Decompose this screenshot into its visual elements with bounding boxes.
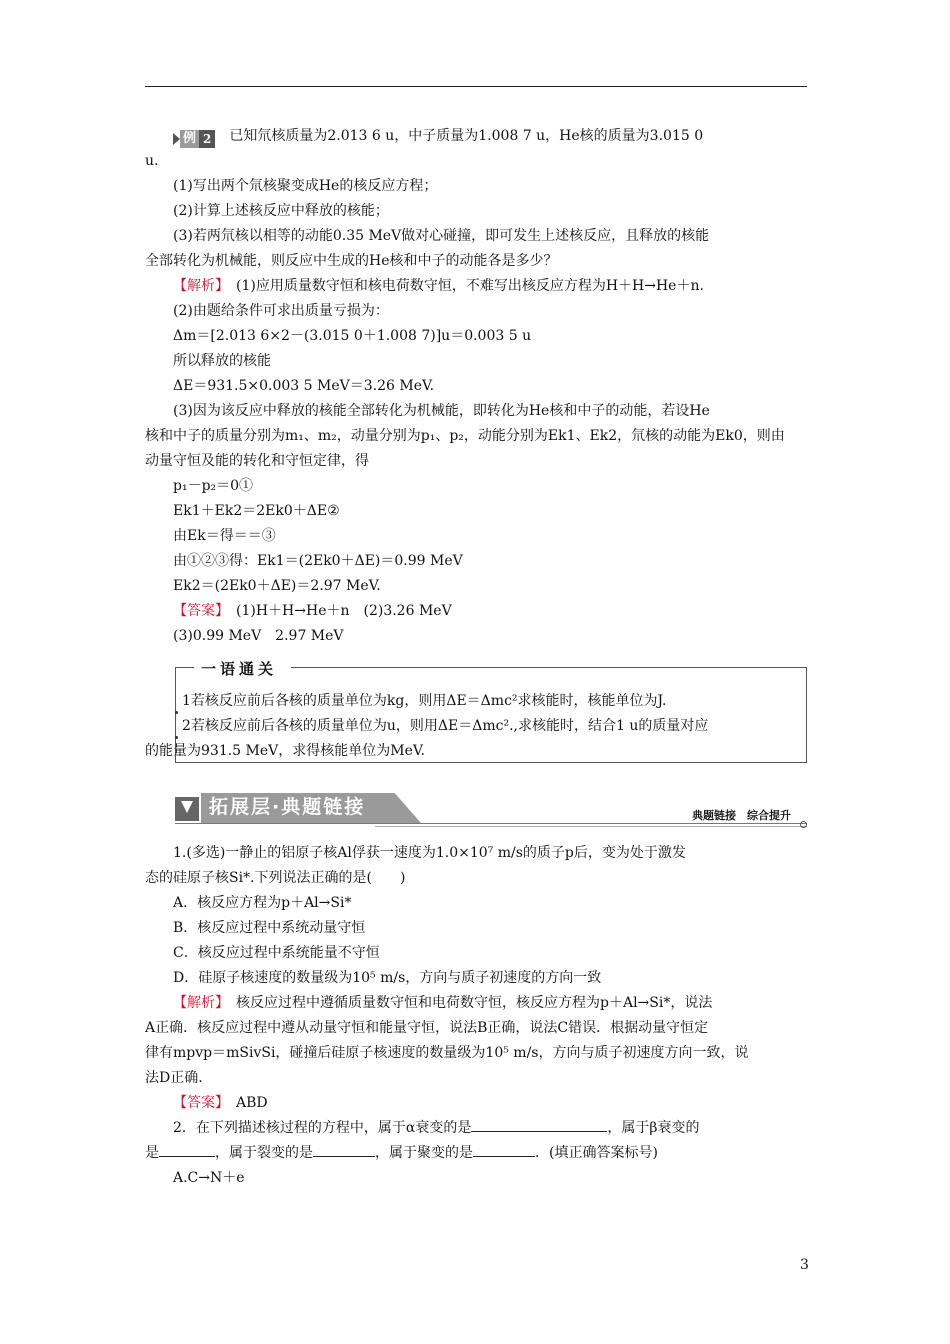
problem-1-analysis-line-4: 法D正确. [145, 1070, 203, 1086]
question-2: (2)计算上述核反应中释放的核能； [173, 203, 389, 219]
analysis-line-9: p₁－p₂＝0① [173, 478, 254, 494]
option-c: C．核反应过程中系统能量不守恒 [173, 945, 380, 961]
analysis-line-8: 动量守恒及能的转化和守恒定律，得 [145, 453, 369, 469]
banner-subtitle: 典题链接 综合提升 [692, 809, 791, 822]
example-stem-line-1: 例 2 已知氘核质量为2.013 6 u，中子质量为1.008 7 u，He核的质量为3.015 0 [145, 124, 807, 149]
analysis-line-2: (2)由题给条件可求出质量亏损为： [173, 303, 389, 319]
example-stem-line-2: u. [145, 153, 159, 169]
analysis-line-5: ΔE＝931.5×0.003 5 MeV＝3.26 MeV. [173, 378, 435, 394]
question-3-line-1: (3)若两氘核以相等的动能0.35 MeV做对心碰撞，即可发生上述核反应，且释放的核能 [173, 228, 710, 244]
section-banner [145, 789, 807, 831]
option-d: D．硅原子核速度的数量级为10⁵ m/s，方向与质子初速度的方向一致 [173, 970, 602, 986]
answer-blank[interactable] [313, 1142, 375, 1157]
tip-line-3: 的能量为931.5 MeV，求得核能单位为MeV. [145, 743, 425, 759]
answer-tag: 【答案】 [173, 1095, 222, 1111]
tip-box [145, 657, 807, 775]
answer-blank[interactable] [159, 1142, 215, 1157]
tip-line-2: 2若核反应前后各核的质量单位为u，则用ΔE＝Δmc².,求核能时，结合1 u的质量对应 [175, 714, 708, 739]
answer-line-2: (3)0.99 MeV 2.97 MeV [173, 628, 344, 644]
circle-icon [800, 821, 807, 828]
answer-blank[interactable] [473, 1142, 535, 1157]
analysis-line-3: Δm＝[2.013 6×2－(3.015 0＋1.008 7)]u＝0.003 5 u [173, 328, 532, 344]
banner-title: 拓展层·典题链接 [209, 796, 366, 818]
answer-blank[interactable] [471, 1117, 607, 1132]
question-1: (1)写出两个氘核聚变成He的核反应方程； [173, 178, 438, 194]
problem-1-analysis-line-1: 【解析】 核反应过程中遵循质量数守恒和电荷数守恒，核反应方程为p＋Al→Si*，说法 [173, 995, 713, 1011]
answer-tag: 【答案】 [173, 603, 222, 619]
problem-1-line-2: 态的硅原子核Si*.下列说法正确的是( ) [145, 870, 406, 886]
analysis-line-7: 核和中子的质量分别为m₁、m₂，动量分别为p₁、p₂，动能分别为Ek1、Ek2，氘核的动能为Ek0，则由 [145, 428, 785, 444]
analysis-line-1: 【解析】 (1)应用质量数守恒和核电荷数守恒，不难写出核反应方程为H＋H→He＋n. [173, 278, 704, 294]
tip-box-top-line [291, 667, 807, 668]
analysis-line-6: (3)因为该反应中释放的核能全部转化为机械能，即转化为He核和中子的动能，若设He [173, 403, 710, 419]
analysis-tag: 【解析】 [173, 278, 222, 294]
analysis-tag: 【解析】 [173, 995, 222, 1011]
problem-1-analysis-line-3: 律有mpvp＝mSivSi，碰撞后硅原子核速度的数量级为10⁵ m/s，方向与质子初速度方向一致，说 [145, 1045, 749, 1061]
problem-1-analysis-line-2: A正确．核反应过程中遵从动量守恒和能量守恒，说法B正确，说法C错误．根据动量守恒定 [145, 1020, 709, 1036]
option-a: A．核反应方程为p＋Al→Si* [173, 895, 352, 911]
analysis-line-11: 由Ek＝得＝＝③ [173, 528, 276, 544]
problem-2-option-a: A.C→N＋e [173, 1170, 245, 1186]
tip-box-title: 一语通关 [201, 660, 278, 678]
page-content [145, 124, 807, 1191]
option-b: B．核反应过程中系统动量守恒 [173, 920, 366, 936]
tip-line-1: 1若核反应前后各核的质量单位为kg，则用ΔE＝Δmc²求核能时，核能单位为J. [175, 689, 667, 714]
download-arrow-icon [175, 797, 199, 821]
analysis-line-10: Ek1＋Ek2＝2Ek0＋ΔE② [173, 503, 340, 519]
page-number: 3 [800, 1257, 809, 1273]
problem-1-answer: 【答案】 ABD [173, 1095, 268, 1111]
play-icon [173, 133, 180, 145]
question-3-line-2: 全部转化为机械能，则反应中生成的He核和中子的动能各是多少？ [145, 253, 558, 269]
analysis-line-12: 由①②③得：Ek1＝(2Ek0＋ΔE)＝0.99 MeV [173, 553, 463, 569]
example-badge: 例 2 [173, 127, 215, 145]
analysis-line-4: 所以释放的核能 [173, 353, 271, 369]
problem-2-line-2: 是 ，属于裂变的是 ，属于聚变的是 ．(填正确答案标号) [145, 1141, 807, 1166]
analysis-line-13: Ek2＝(2Ek0＋ΔE)＝2.97 MeV. [173, 578, 381, 594]
problem-2-line-1: 2．在下列描述核过程的方程中，属于α衰变的是 ，属于β衰变的 [145, 1116, 807, 1141]
header-rule [145, 86, 807, 87]
answer-line-1: 【答案】 (1)H＋H→He＋n (2)3.26 MeV [173, 603, 452, 619]
problem-1-line-1: 1.(多选)一静止的铝原子核Al俘获一速度为1.0×10⁷ m/s的质子p后，变为处于激发 [173, 845, 686, 861]
